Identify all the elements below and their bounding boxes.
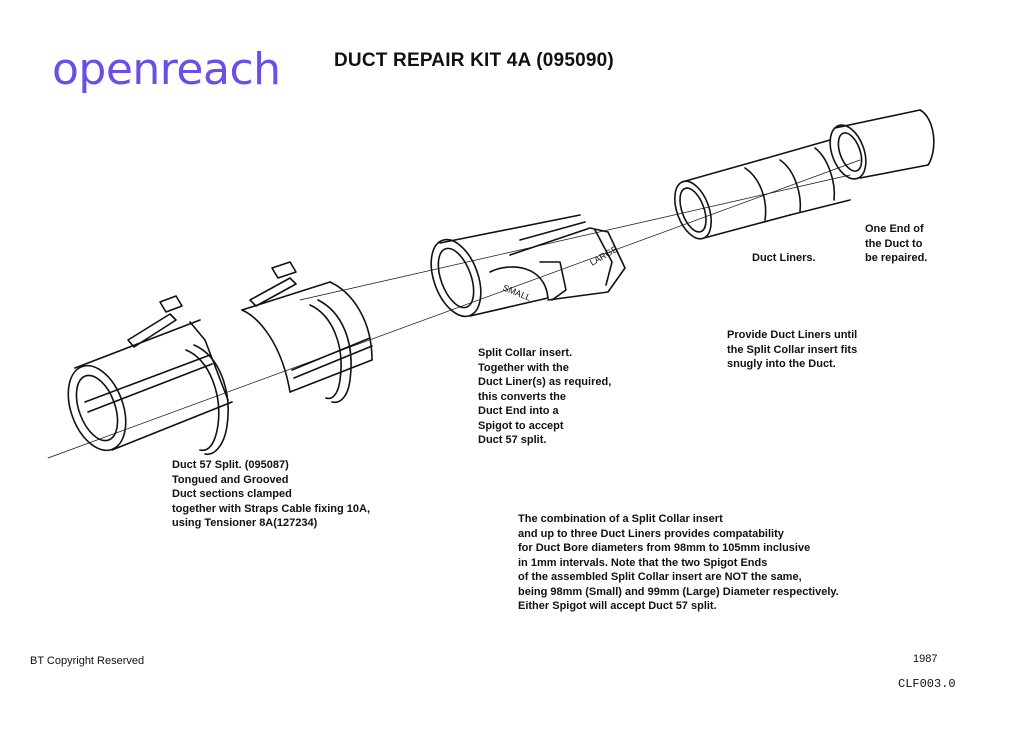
label-duct57-split: Duct 57 Split. (095087) Tongued and Grooved Duct sections clamped together with Straps Cable fixing 10A, using Tensioner 8A(127234)	[172, 459, 371, 529]
collar-mark-large: LARGE	[588, 243, 620, 268]
label-duct-liners: Duct Liners.	[752, 252, 816, 264]
year-text: 1987	[913, 653, 938, 665]
duct-liners	[668, 140, 850, 244]
page-title: DUCT REPAIR KIT 4A (095090)	[334, 50, 614, 71]
drawing-reference: CLF003.0	[898, 677, 956, 691]
duct57-front-section	[58, 296, 232, 458]
split-collar-insert	[422, 215, 625, 323]
label-combination-note: The combination of a Split Collar insert and up to three Duct Liners provides compatability for Duct Bore diameters from 98mm to 105mm inclusive in 1mm intervals. Note that the two Spigot Ends of the assembled Split Collar insert are NOT the same, being 98mm (Small) and 99mm (Large) Diameter respectively. Either Spigot will accept Duct 57 split.	[518, 513, 839, 612]
duct-end	[823, 110, 933, 184]
duct57-rear-section	[242, 262, 372, 402]
assembly-axis-lines	[48, 160, 860, 458]
label-split-collar: Split Collar insert. Together with the Duct Liner(s) as required, this converts the Duct End into a Spigot to accept Duct 57 split.	[478, 347, 612, 446]
openreach-logo: openreach	[52, 44, 281, 95]
collar-mark-small: SMALL	[501, 282, 533, 303]
label-provide-liners: Provide Duct Liners until the Split Collar insert fits snugly into the Duct.	[727, 329, 858, 370]
copyright-text: BT Copyright Reserved	[30, 655, 145, 667]
label-duct-end: One End of the Duct to be repaired.	[865, 223, 928, 264]
